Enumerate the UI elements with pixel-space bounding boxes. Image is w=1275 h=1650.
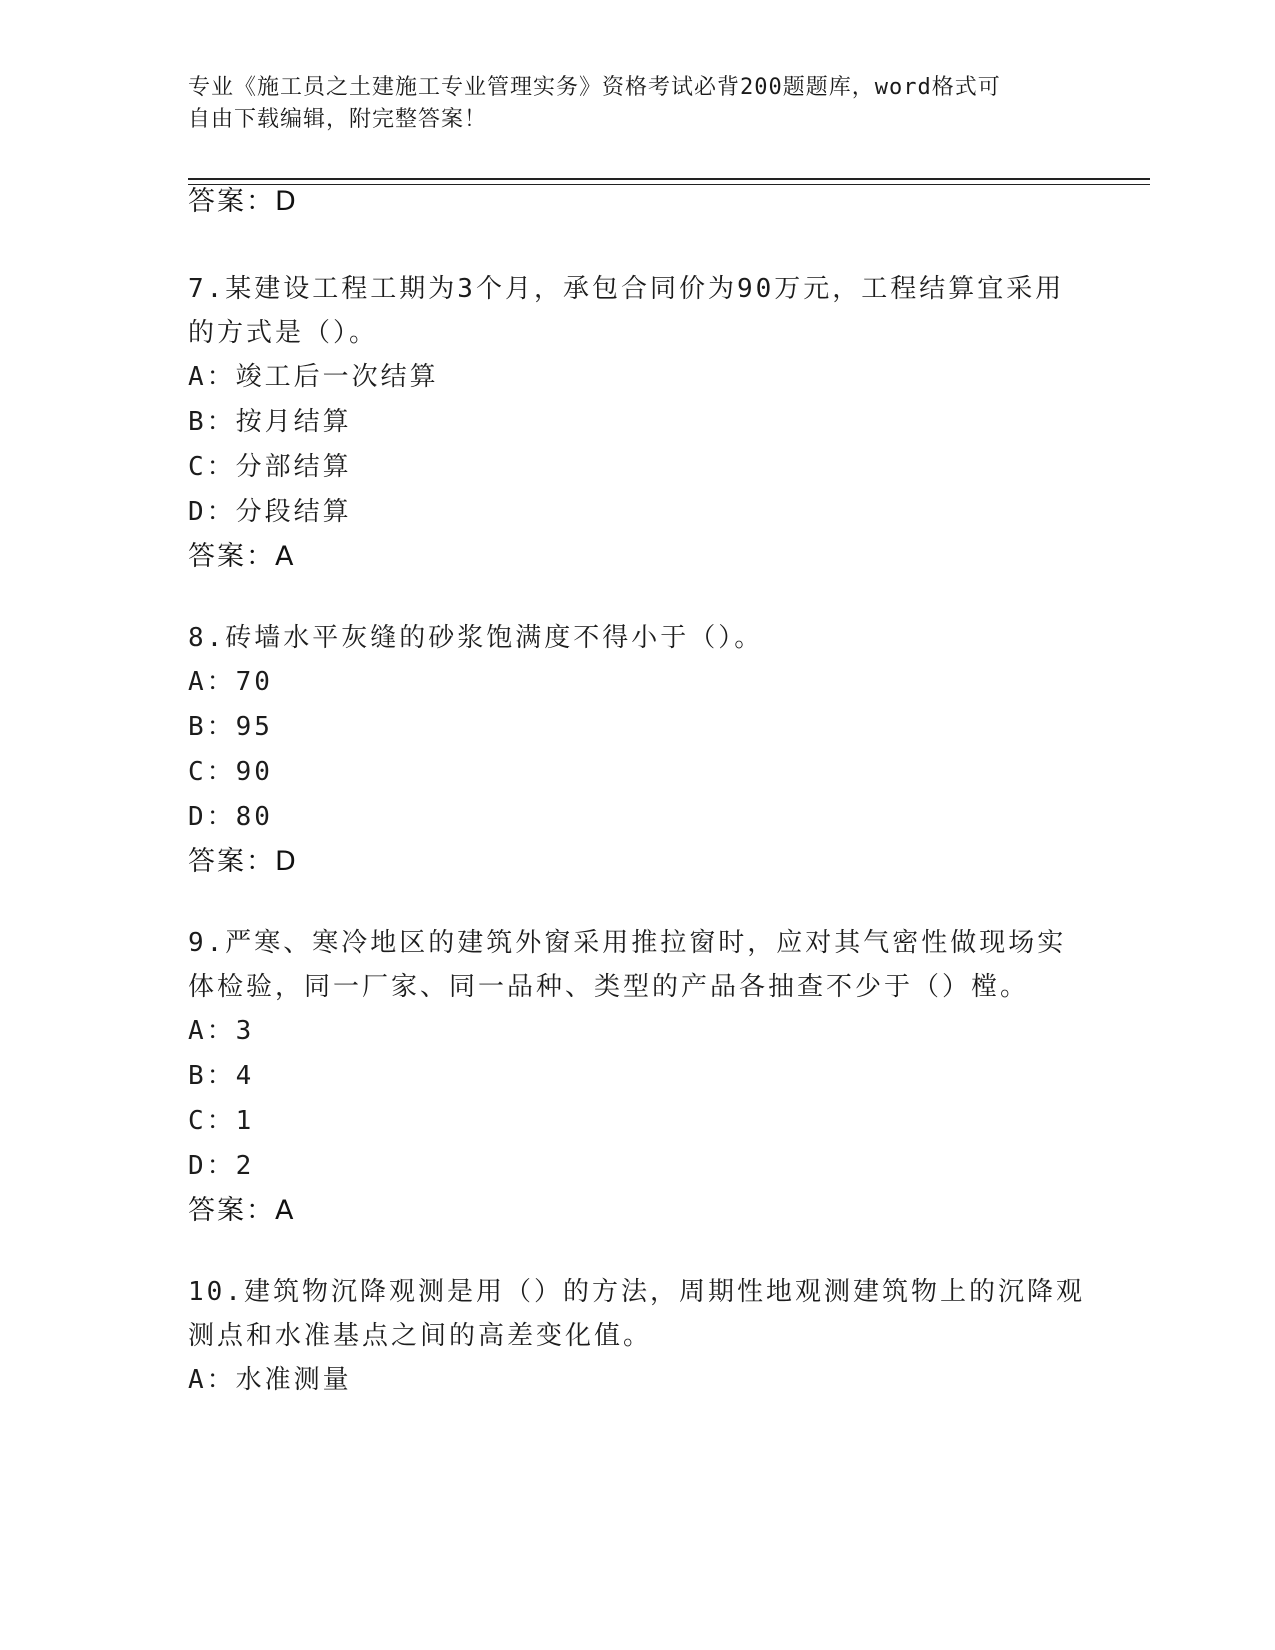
previous-answer: 答案：D xyxy=(188,186,298,217)
option-a: A：70 xyxy=(188,667,273,697)
option-b: B：按月结算 xyxy=(188,407,352,437)
question-7 xyxy=(188,267,1088,579)
question-text-line: 10.建筑物沉降观测是用（）的方法，周期性地观测建筑物上的沉降观 xyxy=(188,1277,1085,1307)
question-8 xyxy=(188,616,1088,884)
question-10 xyxy=(188,1270,1088,1403)
answer: 答案：D xyxy=(188,846,298,877)
page-header xyxy=(188,72,1088,136)
header-line-1: 专业《施工员之土建施工专业管理实务》资格考试必背200题题库，word格式可 xyxy=(188,75,1001,100)
option-b: B：4 xyxy=(188,1061,255,1091)
answer: 答案：A xyxy=(188,1195,296,1226)
question-text-line: 体检验，同一厂家、同一品种、类型的产品各抽查不少于（）樘。 xyxy=(188,972,1030,1002)
question-text-line: 7.某建设工程工期为3个月，承包合同价为90万元，工程结算宜采用 xyxy=(188,274,1065,304)
option-d: D：2 xyxy=(188,1151,255,1181)
header-line-2: 自由下载编辑，附完整答案！ xyxy=(188,107,488,132)
option-c: C：90 xyxy=(188,757,273,787)
question-text-line: 8.砖墙水平灰缝的砂浆饱满度不得小于（）。 xyxy=(188,623,764,653)
question-text-line: 测点和水准基点之间的高差变化值。 xyxy=(188,1321,653,1351)
option-a: A：水准测量 xyxy=(188,1365,352,1395)
question-text-line: 9.严寒、寒冷地区的建筑外窗采用推拉窗时，应对其气密性做现场实 xyxy=(188,928,1067,958)
option-b: B：95 xyxy=(188,712,273,742)
question-text-line: 的方式是（）。 xyxy=(188,318,379,348)
option-a: A：竣工后一次结算 xyxy=(188,362,439,392)
answer: 答案：A xyxy=(188,541,296,572)
option-c: C：1 xyxy=(188,1106,255,1136)
option-c: C：分部结算 xyxy=(188,452,352,482)
option-a: A：3 xyxy=(188,1016,255,1046)
question-9 xyxy=(188,921,1088,1233)
option-d: D：分段结算 xyxy=(188,497,352,527)
option-d: D：80 xyxy=(188,802,273,832)
